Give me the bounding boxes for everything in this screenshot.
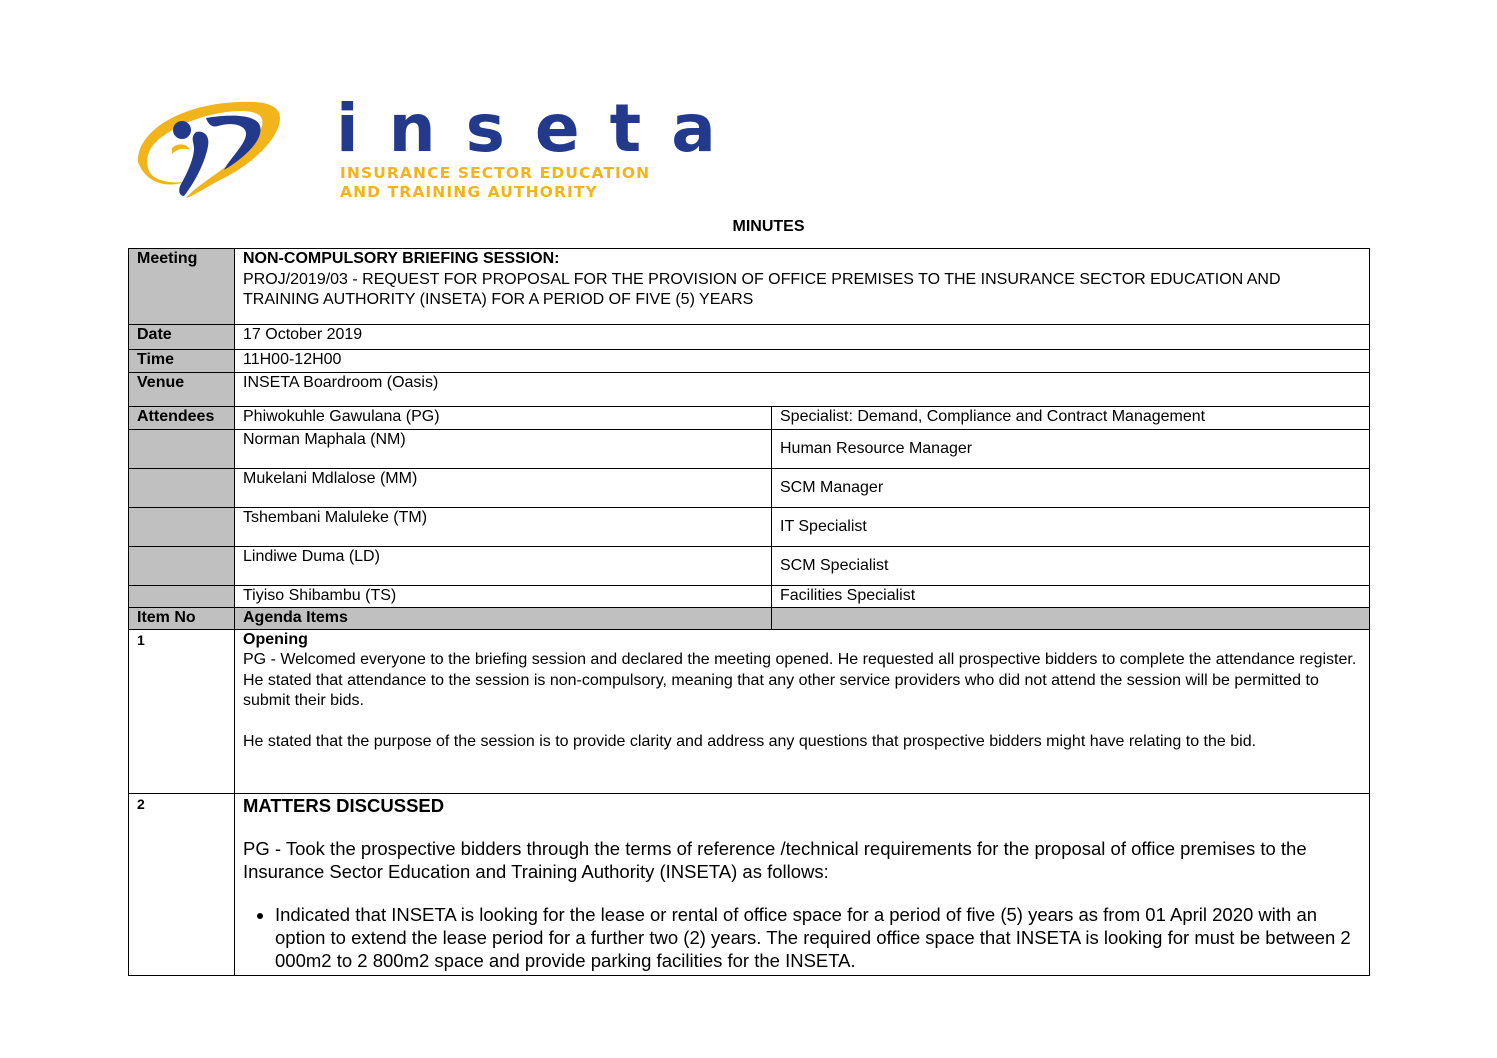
attendee-name: Tshembani Maluleke (TM) bbox=[235, 508, 772, 547]
date-value: 17 October 2019 bbox=[235, 325, 1370, 350]
meeting-value bbox=[235, 249, 1370, 325]
item-paragraph: PG - Welcomed everyone to the briefing session and declared the meeting opened. He requested all prospective bidders to complete the attendance register. He stated that attendance to the session is non-compulsory, meaning that any other service providers who did not attend the session will be permitted to submit their bids. bbox=[243, 651, 1357, 709]
attendee-name: Mukelani Mdlalose (MM) bbox=[235, 469, 772, 508]
attendees-label: Attendees bbox=[129, 407, 235, 430]
attendee-role: Facilities Specialist bbox=[772, 586, 1370, 608]
item-number: 1 bbox=[129, 629, 235, 793]
inseta-logo bbox=[134, 90, 746, 204]
venue-row bbox=[129, 373, 1370, 407]
inseta-swirl-logo-icon bbox=[134, 92, 284, 202]
attendee-row bbox=[129, 407, 1370, 430]
attendee-role: IT Specialist bbox=[772, 508, 1370, 547]
time-row bbox=[129, 350, 1370, 373]
attendee-row bbox=[129, 586, 1370, 608]
attendee-row bbox=[129, 508, 1370, 547]
attendee-name: Phiwokuhle Gawulana (PG) bbox=[235, 407, 772, 430]
venue-label: Venue bbox=[129, 373, 235, 407]
document-title: MINUTES bbox=[732, 218, 805, 235]
attendee-row bbox=[129, 547, 1370, 586]
item-paragraph: PG - Took the prospective bidders through the terms of reference /technical requirements for the proposal of office premises to the Insurance Sector Education and Training Authority (INSETA) as follows: bbox=[243, 837, 1307, 882]
agenda-item-content bbox=[235, 793, 1370, 975]
attendee-role: Specialist: Demand, Compliance and Contract Management bbox=[772, 407, 1370, 430]
agenda-items-header: Agenda Items bbox=[235, 608, 772, 630]
venue-value: INSETA Boardroom (Oasis) bbox=[235, 373, 1370, 407]
list-item: • Indicated that INSETA is looking for the lease or rental of office space for a period of five (5) years as from 01 April 2020 with an option to extend the lease period for a further two (2) years. The required office space that INSETA is looking for must be between 2 000m2 to 2 800m2 space and provide parking facilities for the INSETA. bbox=[275, 903, 1361, 972]
time-value: 11H00-12H00 bbox=[235, 350, 1370, 373]
logo-wordmark: inseta bbox=[336, 90, 746, 167]
agenda-header-row bbox=[129, 608, 1370, 630]
attendee-role: SCM Manager bbox=[772, 469, 1370, 508]
attendee-row bbox=[129, 430, 1370, 469]
meeting-title: NON-COMPULSORY BRIEFING SESSION: bbox=[243, 250, 560, 267]
attendee-name: Lindiwe Duma (LD) bbox=[235, 547, 772, 586]
item-number: 2 bbox=[129, 793, 235, 975]
meeting-row bbox=[129, 249, 1370, 325]
item-bullet-list bbox=[243, 903, 1361, 972]
time-label: Time bbox=[129, 350, 235, 373]
attendee-name: Tiyiso Shibambu (TS) bbox=[235, 586, 772, 608]
meeting-label: Meeting bbox=[129, 249, 235, 325]
attendee-role: Human Resource Manager bbox=[772, 430, 1370, 469]
attendee-role: SCM Specialist bbox=[772, 547, 1370, 586]
logo-subtitle-line2: AND TRAINING AUTHORITY bbox=[340, 183, 598, 201]
date-label: Date bbox=[129, 325, 235, 350]
agenda-item-row bbox=[129, 629, 1370, 793]
date-row bbox=[129, 325, 1370, 350]
item-paragraph: He stated that the purpose of the session is to provide clarity and address any questions that prospective bidders might have relating to the bid. bbox=[243, 732, 1257, 750]
item-heading: Opening bbox=[243, 630, 308, 648]
attendee-row bbox=[129, 469, 1370, 508]
agenda-item-row bbox=[129, 793, 1370, 975]
logo-subtitle-line1: INSURANCE SECTOR EDUCATION bbox=[340, 164, 651, 182]
meeting-description: PROJ/2019/03 - REQUEST FOR PROPOSAL FOR THE PROVISION OF OFFICE PREMISES TO THE INSURANCE SECTOR EDUCATION AND TRAINING AUTHORITY (INSETA) FOR A PERIOD OF FIVE (5) YEARS bbox=[243, 270, 1281, 308]
minutes-table bbox=[128, 248, 1370, 976]
agenda-item-content bbox=[235, 629, 1370, 793]
item-heading: MATTERS DISCUSSED bbox=[243, 794, 445, 816]
attendee-name: Norman Maphala (NM) bbox=[235, 430, 772, 469]
item-no-header: Item No bbox=[129, 608, 235, 630]
